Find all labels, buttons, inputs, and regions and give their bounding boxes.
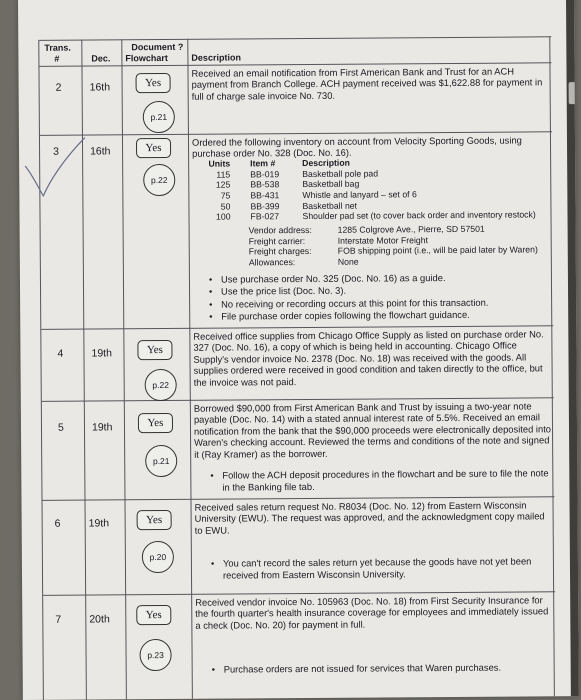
page-edge xyxy=(566,0,579,696)
trans-date: 19th xyxy=(91,347,112,360)
transaction-table xyxy=(38,36,556,700)
detail-label: Allowances: xyxy=(248,257,296,268)
side-tab xyxy=(569,82,575,104)
detail-label: Freight charges: xyxy=(248,246,312,257)
inventory-cell: BB-019 xyxy=(250,168,280,180)
instruction-list xyxy=(210,467,550,494)
instruction-item: • Follow the ACH deposit procedures in the flowchart and be sure to file the note in the Banking file tab. xyxy=(210,467,550,494)
inventory-cell: 50 xyxy=(220,201,231,212)
trans-number: 6 xyxy=(54,517,61,530)
trans-number: 3 xyxy=(53,145,59,158)
instruction-list xyxy=(209,271,549,323)
trans-date: 20th xyxy=(89,613,110,626)
trans-number: 7 xyxy=(55,613,62,626)
instruction-list xyxy=(212,661,552,676)
trans-number: 4 xyxy=(57,347,64,360)
page-reference: p.21 xyxy=(145,445,177,477)
inventory-cell: Whistle and lanyard – set of 6 xyxy=(302,189,417,201)
inventory-header: Item # xyxy=(250,158,276,169)
inventory-cell: BB-431 xyxy=(250,190,280,201)
inventory-cell: 115 xyxy=(216,169,231,180)
inventory-cell: BB-399 xyxy=(250,200,280,212)
detail-label: Vendor address: xyxy=(248,224,312,236)
inventory-header: Description xyxy=(302,157,350,169)
trans-date: 16th xyxy=(90,145,111,158)
instruction-item: • File purchase order copies following the flowchart guidance. xyxy=(209,309,549,324)
inventory-cell: 100 xyxy=(215,211,231,223)
trans-number: 2 xyxy=(55,81,62,94)
flowchart-yes-badge: Yes xyxy=(138,413,173,433)
inventory-item-column xyxy=(250,158,279,222)
worksheet-page xyxy=(18,0,579,700)
transaction-description: Received sales return request No. R8034 (Doc. No. 12) from Eastern Wisconsin University (EWU). The request was approved, and the acknowledgment copy mailed to EWU. xyxy=(194,499,545,536)
inventory-cell: Basketball pole pad xyxy=(302,168,379,179)
inventory-cell: 75 xyxy=(220,190,231,201)
trans-date: 16th xyxy=(89,81,111,94)
handwritten-checkmark-icon xyxy=(18,0,99,200)
instruction-item: • Purchase orders are not issued for services that Waren purchases. xyxy=(212,661,552,676)
page-reference: p.23 xyxy=(139,639,171,671)
transaction-description: Received vendor invoice No. 105963 (Doc. No. 18) from First Security Insurance for the fourth quarter's health insurance coverage for employees and immediately issued a check (Doc. No. 20) for payment in full. xyxy=(195,594,549,631)
inventory-cell: FB-027 xyxy=(250,211,280,222)
transaction-description: Received office supplies from Chicago Office Supply as listed on purchase order No. 327 (Doc. No. 16), a copy of which is being held in accounting. Chicago Office Supply's vendor invoice No. 2378 (Doc. No. 18) was received with the goods. All supplies ordered were received in good condition and taken directly to the office, but the invoice was not paid. xyxy=(193,328,544,388)
trans-date: 19th xyxy=(88,517,110,530)
flowchart-yes-badge: Yes xyxy=(136,138,171,158)
detail-value: 1285 Colgrove Ave., Pierre, SD 57501 xyxy=(337,223,485,235)
inventory-cell: 125 xyxy=(215,179,231,190)
header-flowchart: Flowchart xyxy=(125,52,168,64)
inventory-header: Units xyxy=(208,158,231,169)
inventory-description-column xyxy=(302,156,536,222)
detail-value: None xyxy=(337,256,359,267)
vendor-detail-values xyxy=(338,223,538,267)
trans-number: 5 xyxy=(57,421,64,434)
header-hash: # xyxy=(54,53,60,64)
header-document: Document ? xyxy=(131,41,184,53)
trans-date: 19th xyxy=(91,421,113,434)
detail-value: Interstate Motor Freight xyxy=(337,234,429,246)
instruction-list xyxy=(211,555,551,582)
flowchart-yes-badge: Yes xyxy=(137,510,172,530)
transaction-description: Ordered the following inventory on account from Velocity Sporting Goods, using purchase order No. 328 (Doc. No. 16). xyxy=(191,134,522,160)
page-reference: p.22 xyxy=(145,369,177,401)
inventory-cell: Basketball net xyxy=(302,200,358,211)
inventory-units-column xyxy=(202,159,230,223)
page-reference: p.22 xyxy=(143,164,175,196)
page-reference: p.20 xyxy=(142,541,174,573)
inventory-cell: BB-538 xyxy=(250,179,280,190)
instruction-item: • Use the price list (Doc. No. 3). xyxy=(209,284,549,299)
header-dec: Dec. xyxy=(91,53,111,64)
instruction-item: • Use purchase order No. 325 (Doc. No. 16) as a guide. xyxy=(209,271,549,286)
flowchart-yes-badge: Yes xyxy=(137,340,172,360)
page-reference: p.21 xyxy=(143,101,175,133)
flowchart-yes-badge: Yes xyxy=(136,73,171,93)
flowchart-yes-badge: Yes xyxy=(136,605,171,625)
header-trans: Trans. xyxy=(44,42,71,53)
detail-value: FOB shipping point (i.e., will be paid later by Waren) xyxy=(337,244,538,257)
transaction-description: Received an email notification from First American Bank and Trust for an ACH payment from Branch College. ACH payment received was $1,622.88 for payment in full of charge sale invoice No. 730. xyxy=(191,65,543,102)
inventory-cell: Basketball bag xyxy=(302,178,360,190)
vendor-detail-labels xyxy=(249,225,334,268)
instruction-item: • No receiving or recording occurs at this point for this transaction. xyxy=(209,296,549,311)
header-description: Description xyxy=(191,52,241,63)
transaction-description: Borrowed $90,000 from First American Bank and Trust by issuing a two-year note payable (Doc. No. 14) with a stated annual interest rate of 5.5%. Received an email notification from the bank that the $90,000 proceeds were electronically deposited into Waren's checking account. Reviewed the terms and conditions of the note and signed it (Ray Kramer) as the borrower. xyxy=(193,400,552,460)
inventory-cell: Shoulder pad set (to cover back order and inventory restock) xyxy=(302,209,536,222)
detail-label: Freight carrier: xyxy=(248,235,306,247)
instruction-item: • You can't record the sales return yet because the goods have not yet been received from Eastern Wisconsin University. xyxy=(211,555,551,582)
